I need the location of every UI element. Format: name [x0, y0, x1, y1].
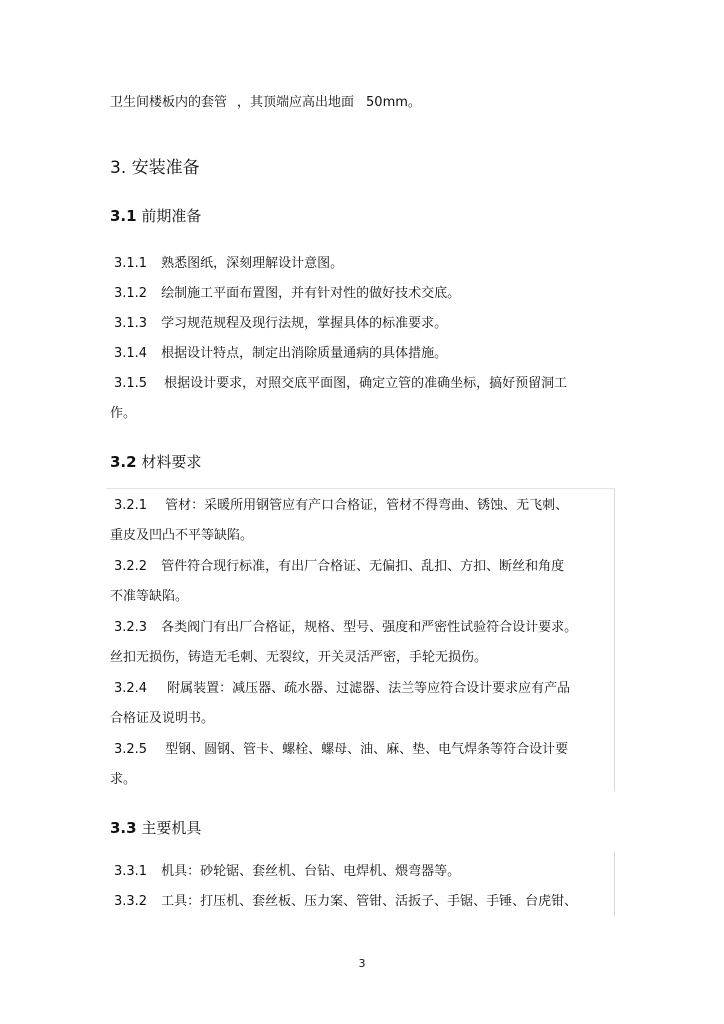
section-3-1-title: 前期准备	[141, 207, 202, 225]
item-text: 管材：采暖所用钢管应有产口合格证，管材不得弯曲、锈蚀、无飞刺、	[165, 498, 569, 513]
item-3-1-3	[114, 315, 447, 333]
item-text: 熟悉图纸，深刻理解设计意图。	[161, 256, 344, 271]
section-3-1-heading	[110, 206, 201, 226]
item-number: 3.2.2	[114, 559, 148, 574]
section-3-1-number: 3.1	[110, 207, 137, 225]
item-3-2-3	[114, 619, 577, 637]
item-3-3-1	[114, 863, 460, 881]
item-3-1-1	[114, 255, 343, 273]
item-3-2-1-continuation: 重皮及凹凸不平等缺陷。	[110, 528, 254, 543]
item-number: 3.1.5	[114, 376, 148, 391]
item-3-3-2	[114, 893, 577, 911]
item-text: 机具：砂轮锯、套丝机、台钻、电焊机、煨弯器等。	[161, 864, 461, 879]
item-text: 型钢、圆钢、管卡、螺栓、螺母、油、麻、垫、电气焊条等符合设计要	[165, 742, 569, 757]
item-number: 3.1.2	[114, 286, 148, 301]
item-3-1-5	[114, 375, 567, 393]
item-3-2-2-continuation: 不准等缺陷。	[110, 589, 189, 604]
item-number: 3.2.3	[114, 620, 148, 635]
section-3-3-title: 主要机具	[141, 819, 202, 837]
item-text: 附属装置：减压器、疏水器、过滤器、法兰等应符合设计要求应有产品	[167, 681, 571, 696]
item-3-2-2	[114, 558, 564, 576]
item-text: 根据设计特点，制定出消除质量通病的具体措施。	[161, 346, 448, 361]
item-3-2-1	[114, 497, 568, 515]
section-3-3-heading	[110, 818, 201, 838]
section-3-3-number: 3.3	[110, 819, 137, 837]
item-3-1-4	[114, 345, 447, 363]
item-text: 绘制施工平面布置图，并有针对性的做好技术交底。	[161, 286, 461, 301]
item-number: 3.1.1	[114, 256, 148, 271]
page-number: 3	[358, 957, 366, 970]
intro-line	[110, 94, 421, 112]
intro-text-2: ，其顶端应高出地面	[237, 95, 355, 110]
item-number: 3.1.4	[114, 346, 148, 361]
item-3-1-5-continuation: 作。	[110, 406, 137, 421]
intro-text-3: 50mm。	[366, 95, 421, 110]
item-number: 3.2.4	[114, 681, 148, 696]
item-3-1-2	[114, 285, 460, 303]
section-3-2-heading	[110, 452, 201, 472]
item-number: 3.2.5	[114, 742, 148, 757]
section-3-2-number: 3.2	[110, 453, 137, 471]
item-3-2-5-continuation: 求。	[110, 772, 137, 787]
intro-text-1: 卫生间楼板内的套管	[110, 95, 228, 110]
item-text: 根据设计要求，对照交底平面图，确定立管的准确坐标，搞好预留洞工	[164, 376, 568, 391]
section-3-heading: 3. 安装准备	[110, 158, 200, 178]
item-number: 3.3.1	[114, 864, 148, 879]
item-text: 各类阀门有出厂合格证，规格、型号、强度和严密性试验符合设计要求。	[161, 620, 578, 635]
item-number: 3.1.3	[114, 316, 148, 331]
item-3-2-5	[114, 741, 568, 759]
item-number: 3.3.2	[114, 894, 148, 909]
item-3-2-4	[114, 680, 570, 698]
section-3-2-title: 材料要求	[141, 453, 202, 471]
item-text: 管件符合现行标准，有出厂合格证、无偏扣、乱扣、方扣、断丝和角度	[161, 559, 565, 574]
item-text: 学习规范规程及现行法规，掌握具体的标准要求。	[161, 316, 448, 331]
item-text: 工具：打压机、套丝板、压力案、管钳、活扳子、手锯、手锤、台虎钳、	[161, 894, 578, 909]
item-3-2-3-continuation: 丝扣无损伤，铸造无毛刺、无裂纹，开关灵活严密，手轮无损伤。	[110, 650, 488, 665]
item-3-2-4-continuation: 合格证及说明书。	[110, 711, 215, 726]
item-number: 3.2.1	[114, 498, 148, 513]
